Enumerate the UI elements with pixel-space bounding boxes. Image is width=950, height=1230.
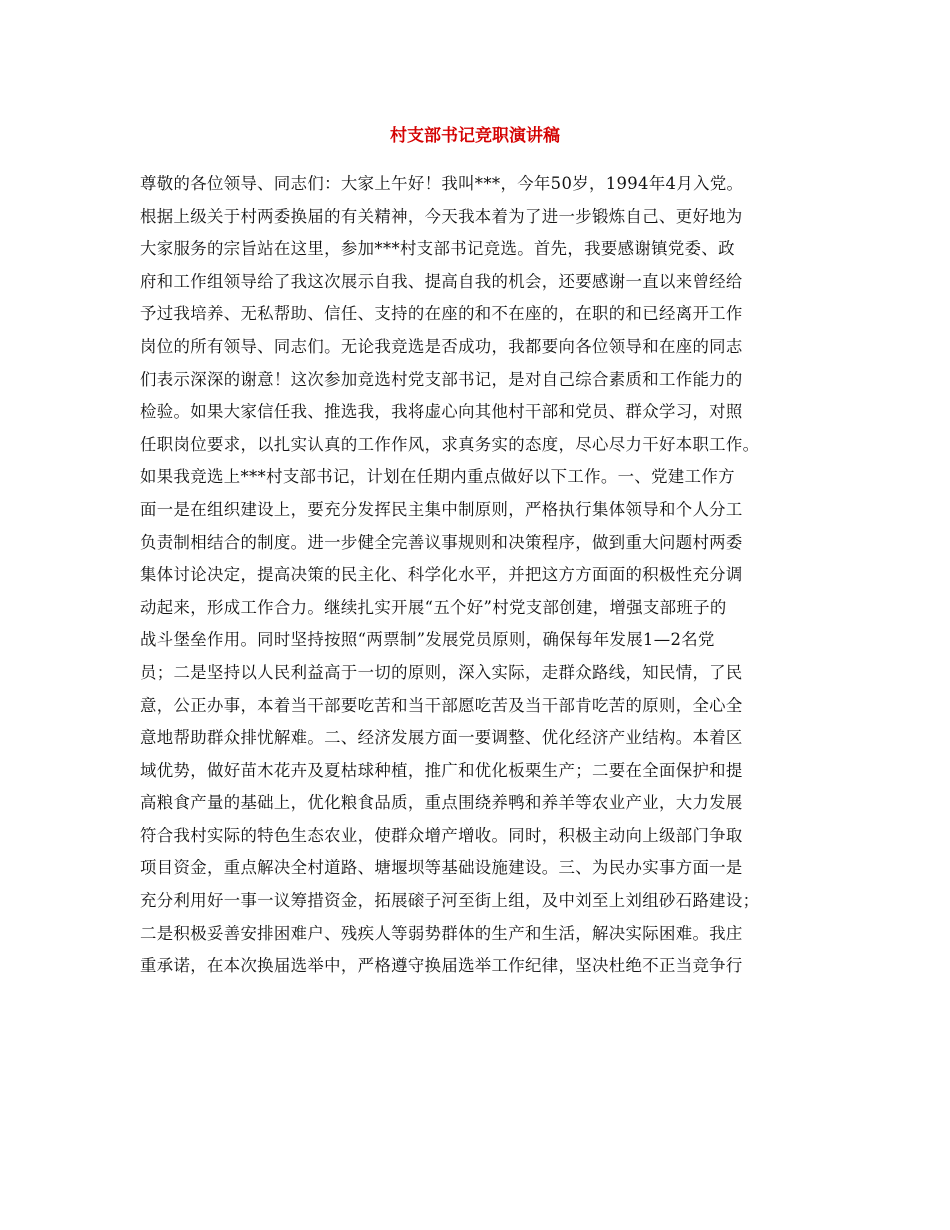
body-line: 任职岗位要求，以扎实认真的工作作风，求真务实的态度，尽心尽力干好本职工作。 bbox=[140, 434, 760, 454]
body-line: 大家服务的宗旨站在这里，参加***村支部书记竞选。首先，我要感谢镇党委、政 bbox=[140, 239, 735, 259]
body-line: 员；二是坚持以人民利益高于一切的原则，深入实际，走群众路线，知民情，了民 bbox=[140, 662, 743, 682]
body-line: 予过我培养、无私帮助、信任、支持的在座的和不在座的，在职的和已经离开工作 bbox=[140, 304, 743, 324]
body-line: 高粮食产量的基础上，优化粮食品质，重点围绕养鸭和养羊等农业产业，大力发展 bbox=[140, 793, 743, 813]
body-line: 二是积极妥善安排困难户、残疾人等弱势群体的生产和生活，解决实际困难。我庄 bbox=[140, 923, 743, 943]
body-line: 动起来，形成工作合力。继续扎实开展“五个好”村党支部创建，增强支部班子的 bbox=[140, 597, 727, 617]
body-line: 符合我村实际的特色生态农业，使群众增产增收。同时，积极主动向上级部门争取 bbox=[140, 825, 743, 845]
body-line: 意，公正办事，本着当干部要吃苦和当干部愿吃苦及当干部肯吃苦的原则，全心全 bbox=[140, 695, 743, 715]
body-line: 岗位的所有领导、同志们。无论我竞选是否成功，我都要向各位领导和在座的同志 bbox=[140, 336, 743, 356]
body-line: 如果我竞选上***村支部书记，计划在任期内重点做好以下工作。一、党建工作方 bbox=[140, 467, 735, 487]
body-line: 意地帮助群众排忧解难。二、经济发展方面一要调整、优化经济产业结构。本着区 bbox=[140, 728, 743, 748]
body-line: 尊敬的各位领导、同志们：大家上午好！我叫***，今年50岁，1994年4月入党。 bbox=[140, 174, 744, 193]
body-line: 府和工作组领导给了我这次展示自我、提高自我的机会，还要感谢一直以来曾经给 bbox=[140, 271, 743, 291]
body-line: 项目资金，重点解决全村道路、塘堰坝等基础设施建设。三、为民办实事方面一是 bbox=[140, 858, 743, 878]
body-line: 根据上级关于村两委换届的有关精神，今天我本着为了进一步锻炼自己、更好地为 bbox=[140, 206, 743, 226]
body-line: 重承诺，在本次换届选举中，严格遵守换届选举工作纪律，坚决杜绝不正当竞争行 bbox=[140, 956, 743, 976]
body-line: 检验。如果大家信任我、推选我，我将虚心向其他村干部和党员、群众学习，对照 bbox=[140, 402, 743, 422]
body-line: 域优势，做好苗木花卉及夏枯球种植，推广和优化板栗生产；二要在全面保护和提 bbox=[140, 760, 743, 780]
body-line: 战斗堡垒作用。同时坚持按照“两票制”发展党员原则，确保每年发展1—2名党 bbox=[140, 630, 715, 650]
body-line: 充分利用好一事一议筹措资金，拓展磙子河至街上组，及中刘至上刘组砂石路建设； bbox=[140, 891, 760, 911]
body-line: 集体讨论决定，提高决策的民主化、科学化水平，并把这方方面面的积极性充分调 bbox=[140, 565, 743, 585]
document-title: 村支部书记竞职演讲稿 bbox=[390, 126, 560, 146]
document-body bbox=[140, 168, 830, 983]
body-line: 们表示深深的谢意！这次参加竞选村党支部书记，是对自己综合素质和工作能力的 bbox=[140, 369, 743, 389]
body-line: 面一是在组织建设上，要充分发挥民主集中制原则，严格执行集体领导和个人分工 bbox=[140, 499, 743, 519]
body-line: 负责制相结合的制度。进一步健全完善议事规则和决策程序，做到重大问题村两委 bbox=[140, 532, 743, 552]
